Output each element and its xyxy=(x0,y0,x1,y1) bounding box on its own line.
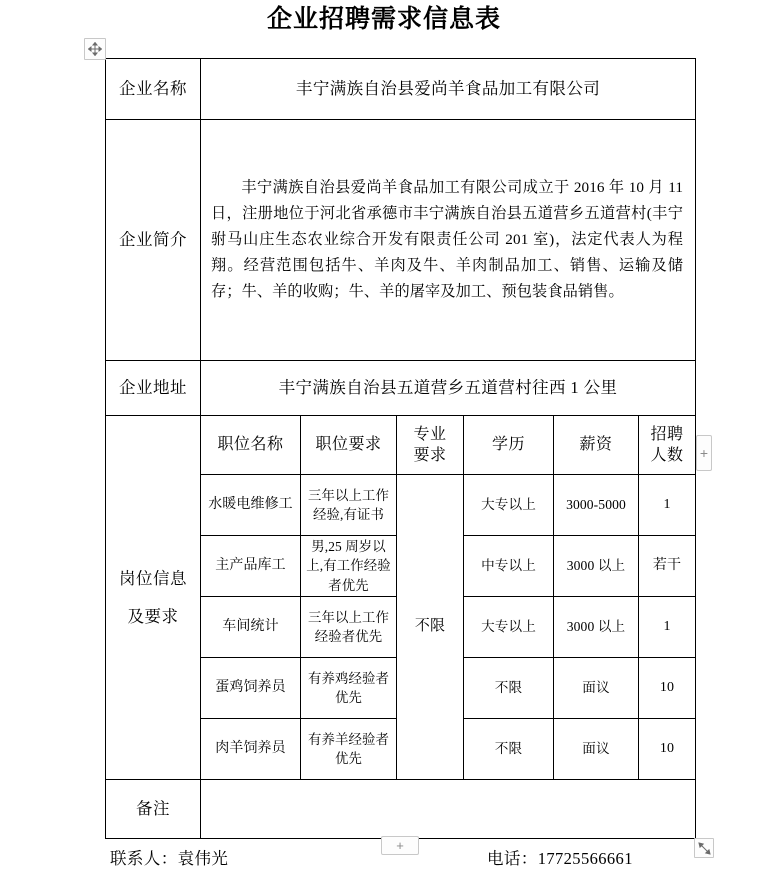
job-requirement[interactable]: 三年以上工作经验者优先 xyxy=(301,597,397,658)
company-name-label: 企业名称 xyxy=(106,59,201,120)
job-education[interactable]: 中专以上 xyxy=(464,536,554,597)
job-requirement[interactable]: 有养羊经验者优先 xyxy=(301,719,397,780)
contact-phone: 电话：17725566661 xyxy=(487,849,633,868)
table-row-company-name xyxy=(106,59,696,120)
add-row-button[interactable]: + xyxy=(381,836,419,855)
header-major-line2: 要求 xyxy=(413,447,447,464)
company-address-value[interactable]: 丰宁满族自治县五道营乡五道营村往西 1 公里 xyxy=(201,361,696,416)
jobs-section-label-line1: 岗位信息 xyxy=(119,568,187,588)
company-address-label: 企业地址 xyxy=(106,361,201,416)
table-row-company-address xyxy=(106,361,696,416)
header-major-line1: 专业 xyxy=(413,426,447,443)
move-arrows-icon xyxy=(88,42,102,56)
recruitment-table-container xyxy=(105,58,695,839)
remark-value[interactable] xyxy=(201,780,696,839)
header-position-requirement: 职位要求 xyxy=(301,416,397,475)
job-salary[interactable]: 面议 xyxy=(554,719,639,780)
jobs-section-label-line2: 及要求 xyxy=(127,606,179,626)
header-salary: 薪资 xyxy=(554,416,639,475)
job-education[interactable]: 不限 xyxy=(464,658,554,719)
company-intro-cell[interactable] xyxy=(201,120,696,361)
job-count[interactable]: 1 xyxy=(639,475,696,536)
job-name[interactable]: 主产品库工 xyxy=(201,536,301,597)
job-education[interactable]: 不限 xyxy=(464,719,554,780)
page-title: 企业招聘需求信息表 xyxy=(266,5,501,33)
header-count-line1: 招聘 xyxy=(650,426,684,443)
job-salary[interactable]: 面议 xyxy=(554,658,639,719)
table-resize-handle[interactable] xyxy=(694,838,714,858)
company-name-value[interactable]: 丰宁满族自治县爱尚羊食品加工有限公司 xyxy=(201,59,696,120)
jobs-section-label-cell xyxy=(106,416,201,780)
header-education: 学历 xyxy=(464,416,554,475)
job-requirement[interactable]: 有养鸡经验者优先 xyxy=(301,658,397,719)
job-major-requirement-merged[interactable]: 不限 xyxy=(397,475,464,780)
contact-person: 联系人：袁伟光 xyxy=(110,849,229,868)
job-requirement[interactable]: 男,25 周岁以上,有工作经验者优先 xyxy=(301,536,397,597)
job-name[interactable]: 车间统计 xyxy=(201,597,301,658)
job-count[interactable]: 10 xyxy=(639,719,696,780)
header-position-name: 职位名称 xyxy=(201,416,301,475)
job-salary[interactable]: 3000-5000 xyxy=(554,475,639,536)
table-move-handle[interactable] xyxy=(84,38,106,60)
company-intro-value: 丰宁满族自治县爱尚羊食品加工有限公司成立于 2016 年 10 月 11 日，注册地位于河北省承德市丰宁满族自治县五道营乡五道营村(丰宁驸马山庄生态农业综合开发有限责任公司 201 室)，法定代表人为程翔。经营范围包括牛、羊肉及牛、羊肉制品加工、销售、运输及储存；牛、羊的收购；牛、羊的屠宰及加工、预包装食品销售。 xyxy=(211,179,684,300)
jobs-header-row xyxy=(106,416,696,475)
job-name[interactable]: 蛋鸡饲养员 xyxy=(201,658,301,719)
remark-label: 备注 xyxy=(106,780,201,839)
job-name[interactable]: 肉羊饲养员 xyxy=(201,719,301,780)
table-row-remark xyxy=(106,780,696,839)
job-name[interactable]: 水暖电维修工 xyxy=(201,475,301,536)
job-salary[interactable]: 3000 以上 xyxy=(554,597,639,658)
header-major-requirement xyxy=(397,416,464,475)
resize-diagonal-icon xyxy=(698,842,711,855)
table-row-company-intro xyxy=(106,120,696,361)
job-count[interactable]: 1 xyxy=(639,597,696,658)
job-salary[interactable]: 3000 以上 xyxy=(554,536,639,597)
job-education[interactable]: 大专以上 xyxy=(464,475,554,536)
job-education[interactable]: 大专以上 xyxy=(464,597,554,658)
job-requirement[interactable]: 三年以上工作经验,有证书 xyxy=(301,475,397,536)
job-count[interactable]: 10 xyxy=(639,658,696,719)
add-column-button[interactable]: + xyxy=(696,435,712,471)
header-recruit-count xyxy=(639,416,696,475)
header-count-line2: 人数 xyxy=(650,447,684,464)
recruitment-table xyxy=(105,58,696,839)
job-count[interactable]: 若干 xyxy=(639,536,696,597)
company-intro-label: 企业简介 xyxy=(106,120,201,361)
